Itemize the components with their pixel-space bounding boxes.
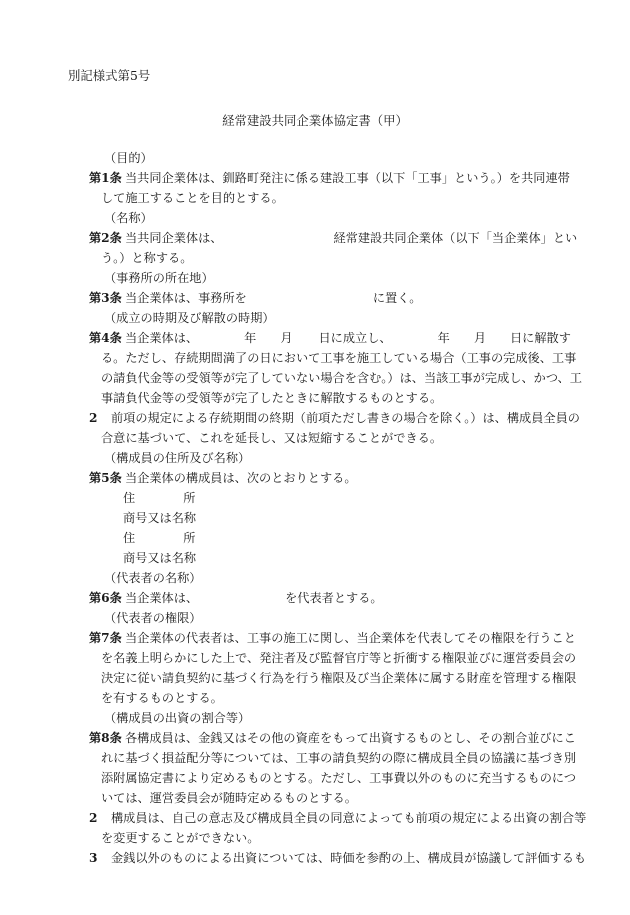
article-4-line-4: 事請負代金等の受領等が完了したときに解散するものとする。 (101, 391, 443, 405)
article-1-number: 第1条 (89, 171, 122, 185)
article-1-line-2: して施工することを目的とする。 (101, 191, 284, 205)
article-8-para-3-number: 3 (89, 851, 98, 865)
article-7-number: 第7条 (89, 631, 122, 645)
article-4-year-2: 年 (437, 331, 450, 345)
article-5-number: 第5条 (89, 471, 122, 485)
article-6-heading: （代表者の名称） (104, 571, 202, 585)
article-3-text-1a: 当企業体は、事務所を (125, 291, 247, 305)
article-4-day-1: 日に成立し、 (318, 331, 392, 345)
article-2-heading: （名称） (104, 211, 153, 225)
article-2-number: 第2条 (89, 231, 122, 245)
article-7-text-1: 当企業体の代表者は、工事の施工に関し、当企業体を代表してその権限を行うこと (125, 631, 576, 645)
article-5-line-1 (89, 468, 357, 488)
article-1-line-1 (89, 168, 570, 188)
article-6-text-1a: 当企業体は、 (125, 591, 199, 605)
article-3-text-1b: に置く。 (372, 291, 422, 305)
article-4-month-1: 月 (280, 331, 293, 345)
article-5-text-1: 当企業体の構成員は、次のとおりとする。 (125, 471, 357, 485)
article-3-heading: （事務所の所在地） (104, 271, 214, 285)
article-3-number: 第3条 (89, 291, 122, 305)
article-8-heading: （構成員の出資の割合等） (104, 711, 251, 725)
article-5-address-1-a: 住 (123, 491, 136, 505)
article-2-text-1a: 当共同企業体は、 (125, 231, 223, 245)
article-8-para-3-text-1: 金銭以外のものによる出資については、時価を参酌の上、構成員が協議して評価するも (111, 851, 587, 865)
article-8-para-2-line-2: を変更することができない。 (101, 831, 260, 845)
document-title: 経常建設共同企業体協定書（甲） (222, 113, 408, 128)
article-7-line-2: を名義上明らかにした上で、発注者及び監督官庁等と折衝する権限並びに運営委員会の (101, 651, 577, 665)
article-5-address-1-b: 所 (183, 491, 196, 505)
article-8-para-2-number: 2 (89, 811, 98, 825)
article-7-line-3: 決定に従い請負契約に基づく行為を行う権限及び当企業体に属する財産を管理する権限 (101, 671, 577, 685)
article-7-heading: （代表者の権限） (104, 611, 202, 625)
article-4-line-1 (89, 328, 571, 348)
article-4-year-1: 年 (244, 331, 257, 345)
article-1-text-1: 当共同企業体は、釧路町発注に係る建設工事（以下「工事」という。）を共同連帯 (125, 171, 570, 185)
article-5-name-2: 商号又は名称 (123, 551, 197, 565)
form-label: 別記様式第5号 (68, 68, 151, 83)
article-3-line-1 (89, 288, 421, 308)
article-8-para-3-line-1 (89, 848, 586, 868)
article-8-text-1: 各構成員は、金銭又はその他の資産をもって出資するものとし、その割合並びにこ (125, 731, 576, 745)
article-1-heading: （目的） (104, 151, 153, 165)
article-6-line-1 (89, 588, 383, 608)
article-5-address-2-b: 所 (183, 531, 196, 545)
article-7-line-1 (89, 628, 576, 648)
article-4-line-3: の請負代金等の受領等が完了していない場合を含む。）は、当該工事が完成し、かつ、工 (101, 371, 582, 385)
article-7-line-4: を有するものとする。 (101, 691, 223, 705)
article-4-para-2-number: 2 (89, 411, 98, 425)
article-5-heading: （構成員の住所及び名称） (104, 451, 251, 465)
article-2-text-1b: 経常建設共同企業体（以下「当企業体」とい (333, 231, 578, 245)
article-2-line-2: う。）と称する。 (101, 251, 193, 265)
article-4-para-2-line-1 (89, 408, 580, 428)
article-8-para-2-text-1: 構成員は、自己の意志及び構成員全員の同意によっても前項の規定による出資の割合等 (111, 811, 587, 825)
article-4-para-2-line-2: 合意に基づいて、これを延長し、又は短縮することができる。 (101, 431, 443, 445)
article-6-text-1b: を代表者とする。 (285, 591, 383, 605)
article-4-month-2: 月 (473, 331, 486, 345)
article-8-line-2: れに基づく損益配分等については、工事の請負契約の際に構成員全員の協議に基づき別 (101, 751, 577, 765)
article-4-line-2: る。ただし、存続期間満了の日において工事を施工している場合（工事の完成後、工事 (101, 351, 577, 365)
article-2-line-1 (89, 228, 577, 248)
article-4-number: 第4条 (89, 331, 122, 345)
article-8-line-3: 添附属協定書により定めるものとする。ただし、工事費以外のものに充当するものにつ (101, 771, 577, 785)
article-8-para-2-line-1 (89, 808, 586, 828)
article-4-heading: （成立の時期及び解散の時期） (104, 311, 275, 325)
article-5-address-2-a: 住 (123, 531, 136, 545)
article-5-address-1 (123, 488, 195, 508)
article-5-name-1: 商号又は名称 (123, 511, 197, 525)
article-6-number: 第6条 (89, 591, 122, 605)
article-4-para-2-text-1: 前項の規定による存続期間の終期（前項ただし書きの場合を除く。）は、構成員全員の (111, 411, 580, 425)
article-8-line-1 (89, 728, 576, 748)
article-4-day-2: 日に解散す (510, 331, 571, 345)
article-8-number: 第8条 (89, 731, 122, 745)
article-4-text-1a: 当企業体は、 (125, 331, 199, 345)
article-5-address-2 (123, 528, 195, 548)
article-8-line-4: いては、運営委員会が随時定めるものとする。 (101, 791, 357, 805)
